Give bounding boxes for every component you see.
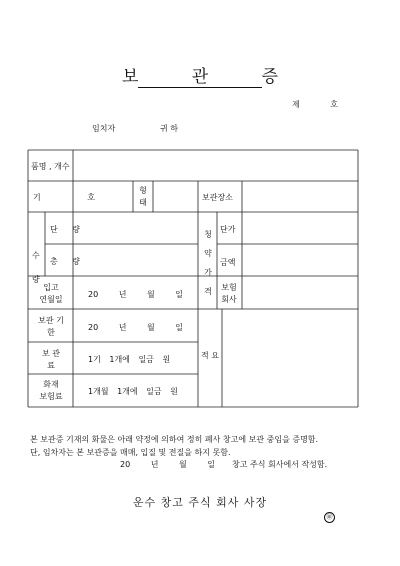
quantity-label-text: 수 량 — [32, 251, 40, 284]
storage-place-label: 보관장소 — [202, 193, 233, 202]
unit-price-label: 단가 — [220, 225, 236, 234]
storage-fee-label: 보 관 료 — [42, 349, 60, 370]
remarks-label-text: 적 요 — [201, 351, 219, 360]
storage-period-label: 보관 기 한 — [38, 316, 64, 337]
symbol-label: 기 호 — [33, 193, 117, 202]
addressee-name: 임치자 — [92, 124, 116, 133]
fire-insurance-label: 화재 보험료 — [39, 380, 63, 401]
total-quantity-label: 총 량 — [50, 257, 86, 266]
stored-date-label: 입고 연월일 — [39, 283, 63, 304]
issue-date: 20 년 월 일 — [120, 460, 215, 469]
stored-date-value: 20 년 월 일 — [88, 290, 183, 299]
fire-insurance-value: 1개월 1개에 일금 원 — [88, 387, 178, 396]
storage-fee-value: 1기 1개에 일금 원 — [88, 355, 171, 364]
document-number-label: 제 호 — [292, 100, 352, 109]
addressee-suffix: 귀 하 — [160, 124, 178, 133]
document-title: 보 관 증 — [121, 67, 303, 87]
claim-price-label: 청 약 가 격 — [204, 230, 212, 296]
insurer-label: 보험 회사 — [221, 283, 237, 304]
issue-date-suffix: 창고 주식 회사에서 작성함. — [232, 460, 328, 469]
storage-period-value: 20 년 월 일 — [88, 323, 183, 332]
certification-text: 본 보관증 기재의 화물은 아래 약정에 의하여 정히 폐사 창고에 보관 중임을 증명함. — [30, 435, 319, 444]
item-quantity-label: 품명 , 개수 — [31, 162, 70, 171]
restriction-text: 단, 임차자는 본 보관증을 매매, 입질 및 전질을 하지 못함. — [30, 448, 231, 457]
unit-quantity-label: 단 량 — [50, 225, 86, 234]
signature-line: 운수 창고 주식 회사 사장 — [132, 496, 268, 509]
form-label: 형 태 — [139, 186, 147, 207]
remarks-label — [201, 345, 219, 367]
seal-mark: ㊞ — [324, 512, 335, 523]
amount-label: 금액 — [220, 258, 236, 267]
